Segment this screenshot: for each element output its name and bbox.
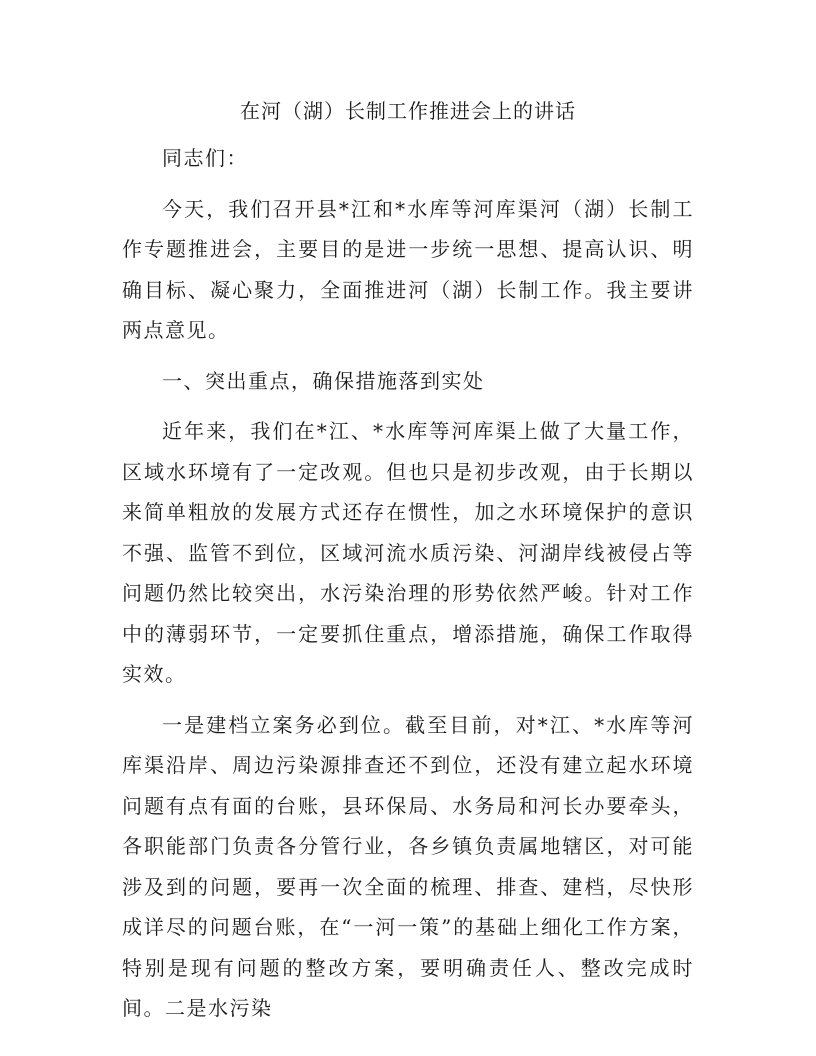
paragraph-measures: 一是建档立案务必到位。截至目前，对*江、*水库等河库渠沿岸、周边污染源排查还不到位，还没有建立起水环境问题有点有面的台账，县环保局、水务局和河长办要牵头，各职能部门负责各分管行业，各乡镇负责属地辖区，对可能涉及到的问题，要再一次全面的梳理、排查、建档，尽快形成详尽的问题台账，在“一河一策”的基础上细化工作方案，特别是现有问题的整改方案，要明确责任人、整改完成时间。二是水污染 bbox=[122, 712, 694, 1020]
section-heading-1: 一、突出重点，确保措施落到实处 bbox=[162, 368, 485, 393]
document-page bbox=[122, 92, 694, 1039]
paragraph-intro: 今天，我们召开县*江和*水库等河库渠河（湖）长制工作专题推进会，主要目的是进一步统一思想、提高认识、明确目标、凝心聚力，全面推进河（湖）长制工作。我主要讲两点意见。 bbox=[122, 196, 694, 342]
document-title: 在河（湖）长制工作推进会上的讲话 bbox=[240, 99, 576, 123]
paragraph-background: 近年来，我们在*江、*水库等河库渠上做了大量工作，区域水环境有了一定改观。但也只是初步改观，由于长期以来简单粗放的发展方式还存在惯性，加之水环境保护的意识不强、监管不到位，区域河流水质污染、河湖岸线被侵占等问题仍然比较突出，水污染治理的形势依然严峻。针对工作中的薄弱环节，一定要抓住重点，增添措施，确保工作取得实效。 bbox=[122, 419, 694, 686]
salutation: 同志们： bbox=[162, 146, 248, 170]
